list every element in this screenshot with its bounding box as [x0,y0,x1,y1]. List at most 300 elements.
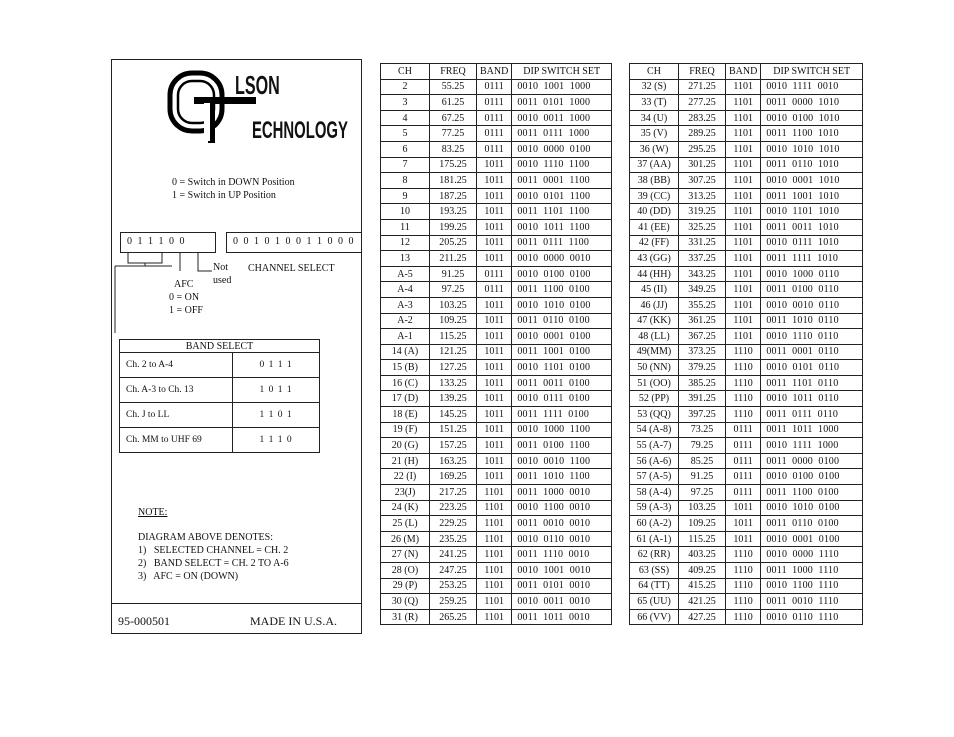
cell-dip-switch: 0011 0110 0100 [512,313,612,329]
cell-band: 1011 [477,157,512,173]
cell-dip-switch: 0010 0001 0100 [761,531,863,547]
table-row [381,95,612,111]
cell-frequency: 259.25 [430,594,477,610]
cell-frequency: 253.25 [430,578,477,594]
cell-band: 1110 [726,547,761,563]
cell-channel: 11 [381,219,430,235]
band-bits: 0 1 1 1 [233,353,320,378]
band-range-label: Ch. A-3 to Ch. 13 [120,378,233,403]
cell-frequency: 229.25 [430,516,477,532]
cell-band: 1110 [726,578,761,594]
table-row [630,453,863,469]
table-row [381,141,612,157]
cell-band: 1101 [726,219,761,235]
cell-dip-switch: 0011 1001 1010 [761,188,863,204]
cell-band: 1101 [477,594,512,610]
cell-band: 1110 [726,360,761,376]
table-row [381,329,612,345]
cell-dip-switch: 0010 1011 1100 [512,219,612,235]
cell-frequency: 199.25 [430,219,477,235]
cell-channel: 39 (CC) [630,188,679,204]
logo-word-echnology: ECHNOLOGY [252,117,348,144]
cell-channel: 28 (O) [381,563,430,579]
cell-frequency: 349.25 [679,282,726,298]
table-row [381,219,612,235]
cell-dip-switch: 0010 1100 1110 [761,578,863,594]
cell-dip-switch: 0010 1011 0110 [761,391,863,407]
legend-up: 1 = Switch in UP Position [172,190,276,201]
cell-dip-switch: 0011 0001 0110 [761,344,863,360]
channel-table-2 [629,63,863,625]
cell-band: 1101 [726,204,761,220]
cell-frequency: 295.25 [679,141,726,157]
cell-dip-switch: 0011 1011 0010 [512,609,612,625]
cell-band: 1110 [726,609,761,625]
table-row [630,360,863,376]
header-dip: DIP SWITCH SET [512,64,612,80]
table-row [381,188,612,204]
table-row [381,110,612,126]
table-row [630,407,863,423]
cell-channel: 66 (VV) [630,609,679,625]
table-row [630,157,863,173]
cell-channel: 19 (F) [381,422,430,438]
cell-channel: 5 [381,126,430,142]
table-row [630,516,863,532]
cell-band: 0111 [726,469,761,485]
cell-channel: 6 [381,141,430,157]
footer-divider [112,603,361,604]
cell-dip-switch: 0010 0010 0110 [761,297,863,313]
cell-band: 1101 [726,79,761,95]
cell-band: 1011 [477,407,512,423]
band-range-label: Ch. J to LL [120,403,233,428]
cell-channel: 47 (KK) [630,313,679,329]
cell-channel: 65 (UU) [630,594,679,610]
cell-band: 1011 [477,173,512,189]
table-row [381,313,612,329]
cell-band: 1110 [726,563,761,579]
cell-dip-switch: 0011 1101 0110 [761,375,863,391]
cell-frequency: 73.25 [679,422,726,438]
band-select-row [120,353,320,378]
cell-frequency: 343.25 [679,266,726,282]
table-row [630,141,863,157]
table-row [630,188,863,204]
cell-frequency: 133.25 [430,375,477,391]
cell-dip-switch: 0010 1001 0010 [512,563,612,579]
cell-channel: 23(J) [381,485,430,501]
cell-frequency: 85.25 [679,453,726,469]
cell-dip-switch: 0011 0011 0100 [512,375,612,391]
cell-frequency: 211.25 [430,251,477,267]
table-row [381,173,612,189]
cell-band: 1101 [477,547,512,563]
cell-dip-switch: 0010 1110 1100 [512,157,612,173]
cell-frequency: 337.25 [679,251,726,267]
cell-band: 0111 [477,266,512,282]
made-in-label: MADE IN U.S.A. [250,614,337,628]
cell-frequency: 103.25 [679,500,726,516]
cell-dip-switch: 0010 1101 0100 [512,360,612,376]
cell-channel: 64 (TT) [630,578,679,594]
cell-dip-switch: 0011 1000 0010 [512,485,612,501]
cell-dip-switch: 0011 1011 1000 [761,422,863,438]
cell-channel: A-3 [381,297,430,313]
cell-dip-switch: 0011 0110 1010 [761,157,863,173]
cell-frequency: 277.25 [679,95,726,111]
cell-channel: 50 (NN) [630,360,679,376]
cell-channel: 62 (RR) [630,547,679,563]
cell-frequency: 331.25 [679,235,726,251]
table-row [630,110,863,126]
not-used-label-2: used [213,275,232,286]
cell-band: 1110 [726,407,761,423]
cell-band: 1011 [477,344,512,360]
cell-band: 0111 [477,95,512,111]
cell-channel: 58 (A-4) [630,485,679,501]
cell-frequency: 313.25 [679,188,726,204]
cell-band: 1011 [477,375,512,391]
cell-band: 1101 [477,531,512,547]
cell-dip-switch: 0011 1100 0100 [761,485,863,501]
cell-band: 1101 [726,329,761,345]
cell-band: 0111 [477,282,512,298]
info-panel [111,59,362,634]
cell-channel: 29 (P) [381,578,430,594]
cell-frequency: 109.25 [679,516,726,532]
cell-channel: 17 (D) [381,391,430,407]
cell-dip-switch: 0010 0100 0100 [761,469,863,485]
cell-dip-switch: 0011 1100 1010 [761,126,863,142]
cell-frequency: 97.25 [430,282,477,298]
table-row [381,485,612,501]
cell-band: 1101 [477,578,512,594]
table-row [630,251,863,267]
cell-frequency: 61.25 [430,95,477,111]
cell-channel: 7 [381,157,430,173]
cell-band: 0111 [477,110,512,126]
cell-frequency: 109.25 [430,313,477,329]
cell-dip-switch: 0010 1001 1000 [512,79,612,95]
cell-frequency: 355.25 [679,297,726,313]
cell-dip-switch: 0010 0000 0010 [512,251,612,267]
cell-frequency: 379.25 [679,360,726,376]
cell-frequency: 397.25 [679,407,726,423]
table-row [630,235,863,251]
cell-band: 1011 [477,360,512,376]
cell-frequency: 163.25 [430,453,477,469]
cell-frequency: 247.25 [430,563,477,579]
cell-band: 1101 [726,235,761,251]
header-ch: CH [381,64,430,80]
cell-channel: 18 (E) [381,407,430,423]
table-row [630,422,863,438]
afc-on-label: 0 = ON [169,292,200,303]
cell-band: 1011 [477,204,512,220]
cell-band: 0111 [477,141,512,157]
cell-frequency: 325.25 [679,219,726,235]
cell-channel: 40 (DD) [630,204,679,220]
cell-frequency: 421.25 [679,594,726,610]
cell-frequency: 55.25 [430,79,477,95]
cell-channel: 9 [381,188,430,204]
channel-table-1 [380,63,612,625]
cell-frequency: 193.25 [430,204,477,220]
header-ch: CH [630,64,679,80]
cell-dip-switch: 0011 0011 1010 [761,219,863,235]
cell-band: 1101 [726,157,761,173]
cell-frequency: 241.25 [430,547,477,563]
table-row [630,547,863,563]
cell-dip-switch: 0010 0001 0100 [512,329,612,345]
cell-channel: 42 (FF) [630,235,679,251]
table-row [630,204,863,220]
note-item-1: 1) SELECTED CHANNEL = CH. 2 [138,545,289,556]
table-header-row [630,64,863,80]
table-row [381,282,612,298]
cell-dip-switch: 0010 0111 0100 [512,391,612,407]
band-range-label: Ch. 2 to A-4 [120,353,233,378]
cell-dip-switch: 0010 1000 0110 [761,266,863,282]
table-row [381,422,612,438]
cell-frequency: 271.25 [679,79,726,95]
cell-frequency: 187.25 [430,188,477,204]
cell-dip-switch: 0011 1100 0100 [512,282,612,298]
cell-channel: 10 [381,204,430,220]
cell-frequency: 115.25 [430,329,477,345]
cell-dip-switch: 0011 1110 0010 [512,547,612,563]
cell-band: 1101 [726,251,761,267]
table-row [381,375,612,391]
cell-dip-switch: 0010 0011 1000 [512,110,612,126]
cell-channel: 60 (A-2) [630,516,679,532]
cell-band: 1101 [726,110,761,126]
cell-band: 1101 [477,563,512,579]
header-dip: DIP SWITCH SET [761,64,863,80]
cell-band: 1011 [726,516,761,532]
cell-channel: 48 (LL) [630,329,679,345]
cell-frequency: 79.25 [679,438,726,454]
cell-frequency: 265.25 [430,609,477,625]
cell-dip-switch: 0011 0000 0100 [761,453,863,469]
table-row [381,126,612,142]
band-afc-switch-box: 0 1 1 1 0 0 [120,232,216,253]
cell-band: 1110 [726,344,761,360]
cell-channel: 38 (BB) [630,173,679,189]
cell-channel: 33 (T) [630,95,679,111]
cell-channel: 24 (K) [381,500,430,516]
cell-band: 1011 [477,219,512,235]
cell-frequency: 121.25 [430,344,477,360]
cell-dip-switch: 0010 0000 0100 [512,141,612,157]
cell-channel: 63 (SS) [630,563,679,579]
cell-frequency: 91.25 [679,469,726,485]
table-row [630,375,863,391]
table-row [630,594,863,610]
band-bits: 1 1 1 0 [233,428,320,453]
cell-band: 1011 [477,235,512,251]
note-item-2: 2) BAND SELECT = CH. 2 TO A-6 [138,558,289,569]
cell-channel: 61 (A-1) [630,531,679,547]
cell-band: 1011 [477,188,512,204]
note-title: NOTE: [138,507,168,518]
cell-channel: 34 (U) [630,110,679,126]
cell-band: 0111 [477,126,512,142]
cell-channel: A-2 [381,313,430,329]
table-row [381,407,612,423]
table-row [381,204,612,220]
cell-frequency: 127.25 [430,360,477,376]
cell-frequency: 169.25 [430,469,477,485]
cell-dip-switch: 0010 0001 1010 [761,173,863,189]
cell-band: 1011 [477,251,512,267]
cell-frequency: 157.25 [430,438,477,454]
cell-frequency: 181.25 [430,173,477,189]
band-select-row [120,428,320,453]
cell-band: 1101 [726,95,761,111]
table-row [630,344,863,360]
cell-frequency: 205.25 [430,235,477,251]
cell-band: 1101 [726,282,761,298]
table-row [630,609,863,625]
table-row [630,126,863,142]
not-used-label: Not [213,262,228,273]
cell-dip-switch: 0011 0111 1100 [512,235,612,251]
cell-dip-switch: 0010 1101 1010 [761,204,863,220]
cell-band: 1101 [477,609,512,625]
cell-channel: 45 (II) [630,282,679,298]
cell-band: 0111 [477,79,512,95]
header-band: BAND [477,64,512,80]
table-row [630,266,863,282]
cell-channel: 26 (M) [381,531,430,547]
cell-frequency: 175.25 [430,157,477,173]
cell-dip-switch: 0010 0101 1100 [512,188,612,204]
cell-dip-switch: 0011 0101 0010 [512,578,612,594]
cell-channel: 54 (A-8) [630,422,679,438]
cell-channel: 20 (G) [381,438,430,454]
table-row [630,329,863,345]
cell-channel: 4 [381,110,430,126]
table-row [381,594,612,610]
cell-frequency: 427.25 [679,609,726,625]
table-row [381,531,612,547]
cell-frequency: 301.25 [679,157,726,173]
cell-band: 0111 [726,485,761,501]
cell-dip-switch: 0010 1111 1000 [761,438,863,454]
cell-channel: 44 (HH) [630,266,679,282]
part-number: 95-000501 [118,614,170,628]
cell-channel: 8 [381,173,430,189]
cell-dip-switch: 0011 1001 0100 [512,344,612,360]
cell-dip-switch: 0011 0111 1000 [512,126,612,142]
cell-channel: A-4 [381,282,430,298]
table-row [381,516,612,532]
cell-dip-switch: 0010 1000 1100 [512,422,612,438]
cell-frequency: 67.25 [430,110,477,126]
table-row [381,344,612,360]
cell-frequency: 139.25 [430,391,477,407]
channel-select-label: CHANNEL SELECT [248,263,335,274]
band-bits: 1 0 1 1 [233,378,320,403]
table-row [630,531,863,547]
table-row [630,173,863,189]
cell-frequency: 103.25 [430,297,477,313]
afc-label: AFC [174,279,194,290]
note-line0: DIAGRAM ABOVE DENOTES: [138,532,273,543]
cell-dip-switch: 0011 1111 1010 [761,251,863,267]
cell-frequency: 283.25 [679,110,726,126]
cell-band: 1101 [477,500,512,516]
cell-band: 1101 [726,297,761,313]
table-row [381,251,612,267]
cell-channel: 59 (A-3) [630,500,679,516]
cell-dip-switch: 0011 0010 1110 [761,594,863,610]
cell-frequency: 223.25 [430,500,477,516]
table-header-row [381,64,612,80]
cell-dip-switch: 0010 0100 1010 [761,110,863,126]
cell-band: 0111 [726,453,761,469]
cell-dip-switch: 0010 0111 1010 [761,235,863,251]
cell-frequency: 391.25 [679,391,726,407]
band-select-table [119,352,320,453]
cell-channel: 2 [381,79,430,95]
cell-channel: 14 (A) [381,344,430,360]
cell-channel: 31 (R) [381,609,430,625]
logo-word-lson: LSON [235,70,280,100]
table-row [381,609,612,625]
cell-frequency: 319.25 [679,204,726,220]
cell-dip-switch: 0010 1110 0110 [761,329,863,345]
cell-band: 1011 [477,313,512,329]
cell-band: 1101 [726,266,761,282]
cell-frequency: 415.25 [679,578,726,594]
cell-band: 1101 [726,188,761,204]
cell-frequency: 91.25 [430,266,477,282]
cell-channel: 52 (PP) [630,391,679,407]
table-row [630,219,863,235]
cell-frequency: 385.25 [679,375,726,391]
cell-dip-switch: 0010 1010 1010 [761,141,863,157]
cell-channel: 51 (OO) [630,375,679,391]
table-row [381,391,612,407]
cell-band: 1110 [726,391,761,407]
cell-band: 1101 [726,173,761,189]
table-row [630,563,863,579]
table-row [630,485,863,501]
cell-dip-switch: 0011 0100 1100 [512,438,612,454]
cell-frequency: 235.25 [430,531,477,547]
table-row [630,297,863,313]
cell-band: 1101 [477,516,512,532]
table-row [381,563,612,579]
cell-channel: 46 (JJ) [630,297,679,313]
cell-channel: 37 (AA) [630,157,679,173]
cell-band: 1011 [477,422,512,438]
cell-dip-switch: 0011 1000 1110 [761,563,863,579]
cell-frequency: 97.25 [679,485,726,501]
cell-channel: 13 [381,251,430,267]
cell-band: 1101 [477,485,512,501]
cell-frequency: 289.25 [679,126,726,142]
cell-dip-switch: 0011 1101 1100 [512,204,612,220]
table-row [381,578,612,594]
cell-dip-switch: 0011 1010 0110 [761,313,863,329]
cell-channel: 57 (A-5) [630,469,679,485]
cell-band: 1101 [726,126,761,142]
cell-channel: 35 (V) [630,126,679,142]
